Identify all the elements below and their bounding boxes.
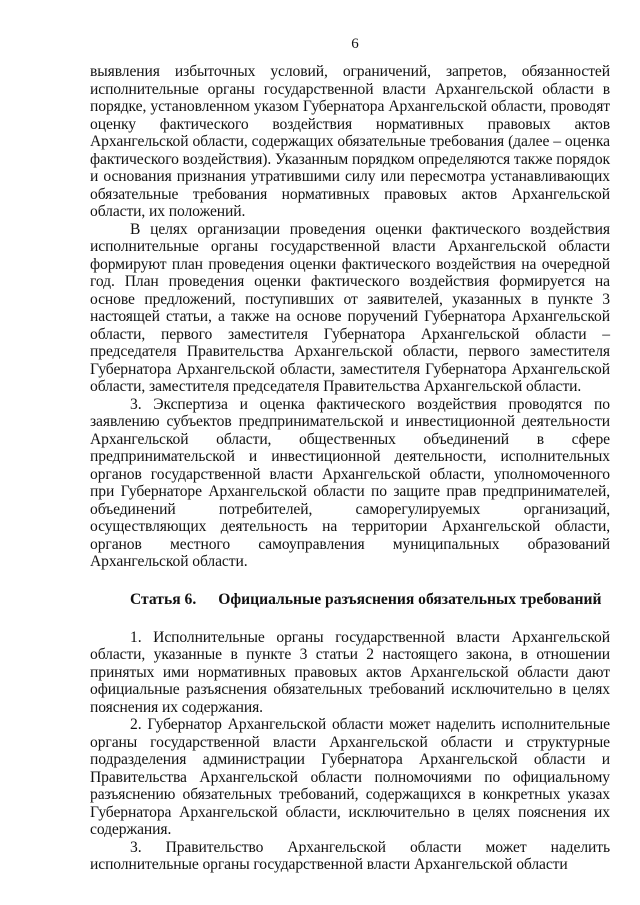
paragraph-3: 3. Экспертиза и оценка фактического воздействия проводятся по заявлению субъектов предпринимательской и инвестиционной деятельности Архангельской области, общественных объединений в сфере предпринимательской и инвестиционной деятельности, исполнительных органов государственной власти Архангельской области, уполномоченного при Губернаторе Архангельской области по защите прав предпринимателей, объединений потребителей, саморегулируемых организаций, осуществляющих деятельность на территории Архангельской области, органов местного самоуправления муниципальных образований Архангельской области. [90,395,610,570]
article-heading [90,591,610,609]
article-6-paragraph-2: 2. Губернатор Архангельской области может наделить исполнительные органы государственной власти Архангельской области и структурные подразделения администрации Губернатора Архангельской области и Правительства Архангельской области полномочиями по официальному разъяснению обязательных требований, содержащихся в конкретных указах Губернатора Архангельской области, исключительно в целях пояснения их содержания. [90,716,610,838]
page-number: 6 [351,36,359,52]
paragraph-continuation: выявления избыточных условий, ограничений, запретов, обязанностей исполнительные органы государственной власти Архангельской области в порядке, установленном указом Губернатора Архангельской области, проводят оценку фактического воздействия нормативных правовых актов Архангельской области, содержащих обязательные требования (далее – оценка фактического воздействия). Указанным порядком определяются также порядок и основания признания утратившими силу или пересмотра устанавливающих обязательные требования нормативных правовых актов Архангельской области, их положений. [90,63,610,220]
article-6-paragraph-3: 3. Правительство Архангельской области может наделить исполнительные органы государственной власти Архангельской области [90,838,610,873]
article-title: Официальные разъяснения обязательных требований [218,590,602,608]
body-text-bottom [90,629,610,874]
body-text-top [90,63,610,571]
article-6-paragraph-1: 1. Исполнительные органы государственной власти Архангельской области, указанные в пункте 3 статьи 2 настоящего закона, в отношении принятых ими нормативных правовых актов Архангельской области дают официальные разъяснения обязательных требований исключительно в целях пояснения их содержания. [90,628,610,716]
paragraph-2: В целях организации проведения оценки фактического воздействия исполнительные органы государственной власти Архангельской области формируют план проведения оценки фактического воздействия на очередной год. План проведения оценки фактического воздействия формируется на основе предложений, поступивших от заявителей, указанных в пункте 3 настоящей статьи, а также на основе поручений Губернатора Архангельской области, первого заместителя Губернатора Архангельской области – председателя Правительства Архангельской области, первого заместителя Губернатора Архангельской области, заместителя Губернатора Архангельской области, заместителя председателя Правительства Архангельской области. [90,220,610,395]
article-number: Статья 6. [130,590,197,608]
